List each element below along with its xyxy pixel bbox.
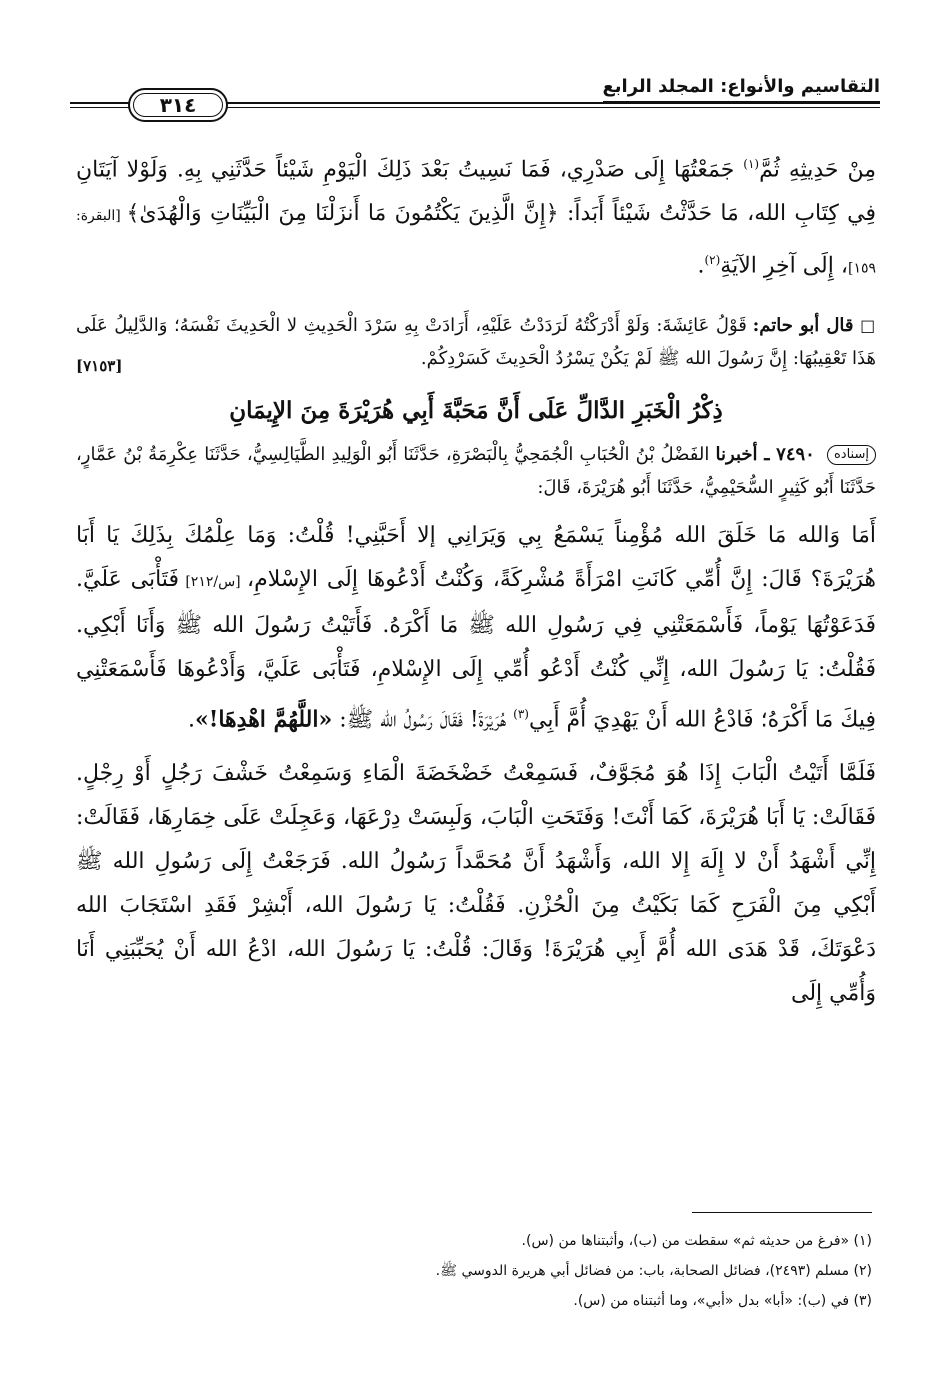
- page-number-badge: [128, 88, 228, 122]
- isnad-badge: إسناده: [827, 445, 876, 465]
- page-number: ٣١٤: [159, 93, 197, 117]
- footnotes: [72, 1226, 872, 1316]
- footnote-ref-1: (١): [743, 157, 760, 171]
- commentary-block: [76, 309, 876, 375]
- matn-paragraph-2: فَلَمَّا أَتَيْتُ الْبَابَ إِذَا هُوَ مُجَوَّفٌ، فَسَمِعْتُ خَضْخَضَةَ الْمَاءِ وَسَمِعْتُ خَشْفَ رَجُلٍ أَوْ رِجْلٍ. فَقَالَتْ: يَا أَبَا هُرَيْرَةَ، كَمَا أَنْتَ! وَفَتَحَتِ الْبَابَ، وَلَبِسَتْ دِرْعَهَا، وَعَجِلَتْ عَلَى خِمَارِهَا، فَقَالَتْ: إِنِّي أَشْهَدُ أَنْ لا إِلَهَ إِلا الله، وَأَشْهَدُ أَنَّ مُحَمَّداً رَسُولُ الله. فَرَجَعْتُ إِلَى رَسُولِ الله ﷺ أَبْكِي مِنَ الْفَرَحِ كَمَا بَكَيْتُ مِنَ الْحُزْنِ. فَقُلْتُ: يَا رَسُولَ الله، أَبْشِرْ فَقَدِ اسْتَجَابَ الله دَعْوَتَكَ، قَدْ هَدَى الله أُمَّ أَبِي هُرَيْرَةَ! وَقَالَ: قُلْتُ: يَا رَسُولَ الله، ادْعُ الله أَنْ يُحَبِّبَنِي أَنَا وَأُمِّي إِلَى: [76, 760, 876, 1006]
- footnote-3: (٣) في (ب): «أبا» بدل «أبي»، وما أثبتناه من (س).: [573, 1293, 872, 1309]
- isnad-paragraph: [76, 438, 876, 504]
- opening-paragraph: مِنْ حَدِيثِهِ ثُمَّ$^{(١)}$ جَمَعْتُهَا إِلَى صَدْرِي، فَمَا نَسِيتُ بَعْدَ ذَلِكَ الْيَوْمِ شَيْئاً حَدَّثَنِي بِهِ. وَلَوْلا آيَتَانِ فِي كِتَابِ الله، مَا حَدَّثْتُ شَيْئاً أَبَداً: ﴿إِنَّ الَّذِينَ يَكْتُمُونَ مَا أَنزَلْنَا مِنَ الْبَيِّنَاتِ وَالْهُدَىٰ﴾ [البقرة: ١٥٩]، إِلَى آخِرِ الآيَةِ$^{(٢)}$.: [76, 157, 876, 279]
- hadith-number-label: ٧٤٩٠ ـ أخبرنا: [715, 443, 815, 465]
- square-marker-icon: □: [860, 315, 876, 335]
- main-text: [76, 142, 876, 1016]
- isnad-text: الفَضْلُ بْنُ الْحُبَابِ الْجُمَحِيُّ بِالْبَصْرَةِ، حَدَّثَنَا أَبُو الْوَلِيدِ الطَّيَالِسِيُّ، حَدَّثَنَا عِكْرِمَةُ بْنُ عَمَّارٍ، حَدَّثَنَا أَبُو كَثِيرٍ السُّحَيْمِيُّ، حَدَّثَنَا أَبُو هُرَيْرَةَ، قَالَ:: [76, 443, 876, 498]
- section-heading: ذِكْرُ الْخَبَرِ الدَّالِّ عَلَى أَنَّ مَحَبَّةَ أَبِي هُرَيْرَةَ مِنَ الإِيمَانِ: [229, 396, 723, 424]
- footnote-ref-2: (٢): [704, 253, 721, 268]
- hadith-number: [٧١٥٣]: [76, 356, 123, 375]
- footnote-divider: [692, 1212, 872, 1213]
- matn-paragraph-1: أَمَا وَالله مَا خَلَقَ الله مُؤْمِناً يَسْمَعُ بِي وَيَرَانِي إلا أَحَبَّنِي! قُلْتُ: وَمَا عِلْمُكَ بِذَلِكَ يَا أَبَا هُرَيْرَةَ؟ قَالَ: إِنَّ أُمِّي كَانَتِ امْرَأَةً مُشْرِكَةً، وَكُنْتُ أَدْعُوهَا إِلَى الإِسْلامِ، [س/٢١٢] فَتَأْبَى عَلَيَّ. فَدَعَوْتُهَا يَوْماً، فَأَسْمَعَتْنِي فِي رَسُولِ الله ﷺ مَا أَكْرَهُ. فَأَتَيْتُ رَسُولَ الله ﷺ وَأَنَا أَبْكِي. فَقُلْتُ: يَا رَسُولَ الله، إِنِّي كُنْتُ أَدْعُو أُمِّي إِلَى الإِسْلامِ، فَتَأْبَى عَلَيَّ، وَأَدْعُوهَا فَأَسْمَعَتْنِي فِيكَ مَا أَكْرَهُ؛ فَادْعُ الله أَنْ يَهْدِيَ أُمَّ أَبِي$^{(٣)}$ هُرَيْرَةَ! فَقَالَ رَسُولُ الله ﷺ: «اللَّهُمَّ اهْدِهَا!».: [76, 522, 876, 732]
- running-title: التقاسيم والأنواع: المجلد الرابع: [603, 76, 881, 103]
- footnote-2: (٢) مسلم (٢٤٩٣)، فضائل الصحابة، باب: من فضائل أبي هريرة الدوسي ﷺ.: [435, 1263, 872, 1279]
- manuscript-reference: [س/٢١٢]: [178, 573, 247, 590]
- prophetic-prayer: «اللَّهُمَّ اهْدِهَا!»: [194, 705, 333, 732]
- commentary-text: قَوْلُ عَائِشَةَ: وَلَوْ أَدْرَكْتُهُ لَرَدَدْتُ عَلَيْهِ، أَرَادَتْ بِهِ سَرْدَ الْحَدِيثِ لا الْحَدِيثَ نَفْسَهُ؛ وَالدَّلِيلُ عَلَى هَذَا تَعْقِيبُهَا: إِنَّ رَسُولَ الله ﷺ لَمْ يَكُنْ يَسْرُدُ الْحَدِيثَ كَسَرْدِكُمْ.: [76, 314, 876, 369]
- quran-reference: [البقرة: ١٥٩]: [76, 208, 876, 277]
- page-header: [70, 68, 880, 128]
- commentary-speaker: قال أبو حاتم:: [752, 314, 854, 336]
- footnote-1: (١) «فرغ من حديثه ثم» سقطت من (ب)، وأثبتناها من (س).: [521, 1233, 872, 1249]
- commentary-paragraph: [76, 309, 876, 375]
- footnote-ref-3: (٣): [513, 706, 529, 721]
